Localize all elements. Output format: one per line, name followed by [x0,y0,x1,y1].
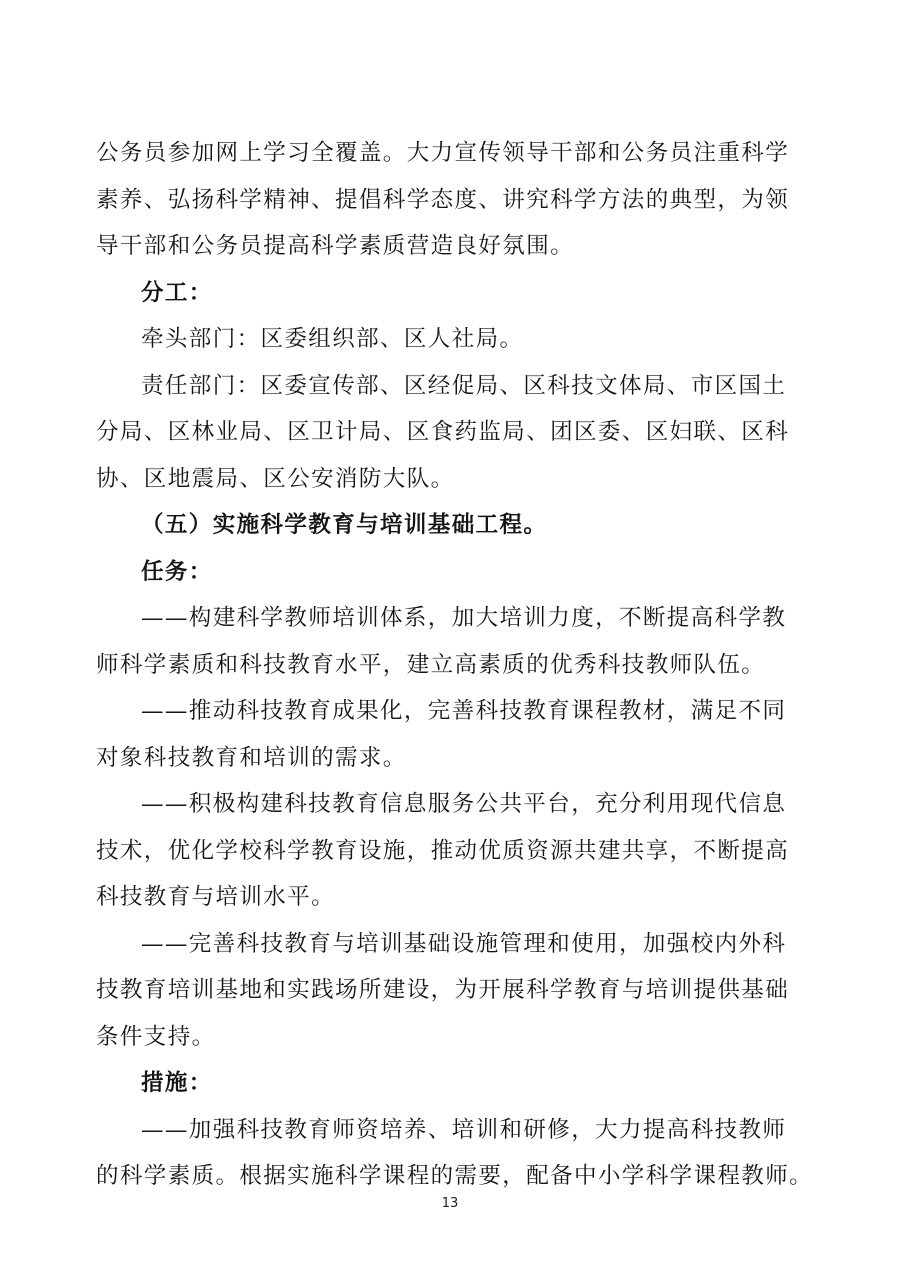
page-number: 13 [441,1196,459,1211]
text-line: 对象科技教育和培训的需求。 [96,744,407,771]
text-line: 责任部门：区委宣传部、区经促局、区科技文体局、市区国土 [141,372,787,399]
text-line: 技术，优化学校科学教育设施，推动优质资源共建共享，不断提高 [96,837,790,864]
text-line: 公务员参加网上学习全覆盖。大力宣传领导干部和公务员注重科学 [96,140,790,166]
section-heading: 任务： [141,558,213,585]
text-line: 导干部和公务员提高科学素质营造良好氛围。 [96,233,575,259]
text-line: 牵头部门：区委组织部、区人社局。 [141,326,524,352]
text-line: 师科学素质和科技教育水平，建立高素质的优秀科技教师队伍。 [96,651,766,678]
section-heading: 措施： [141,1070,213,1096]
text-line: 技教育培训基地和实践场所建设，为开展科学教育与培训提供基础 [96,977,790,1003]
text-line: 协、区地震局、区公安消防大队。 [96,465,455,492]
text-line: ——加强科技教育师资培养、培训和研修，大力提高科技教师 [141,1116,787,1143]
text-line: 科技教育与培训水平。 [96,884,336,910]
text-line: 的科学素质。根据实施科学课程的需要，配备中小学科学课程教师。 [96,1163,814,1189]
section-heading: （五）实施科学教育与培训基础工程。 [141,512,548,538]
text-line: ——积极构建科技教育信息服务公共平台，充分利用现代信息 [141,791,787,817]
text-line: ——推动科技教育成果化，完善科技教育课程教材，满足不同 [141,698,787,724]
text-line: ——完善科技教育与培训基础设施管理和使用，加强校内外科 [141,930,787,957]
text-line: 分局、区林业局、区卫计局、区食药监局、团区委、区妇联、区科 [96,419,790,445]
text-line: ——构建科学教师培训体系，加大培训力度，不断提高科学教 [141,605,787,631]
document-body [96,130,814,1200]
section-heading: 分工： [141,279,213,306]
text-line: 条件支持。 [96,1023,216,1050]
text-line: 素养、弘扬科学精神、提倡科学态度、讲究科学方法的典型，为领 [96,186,790,213]
